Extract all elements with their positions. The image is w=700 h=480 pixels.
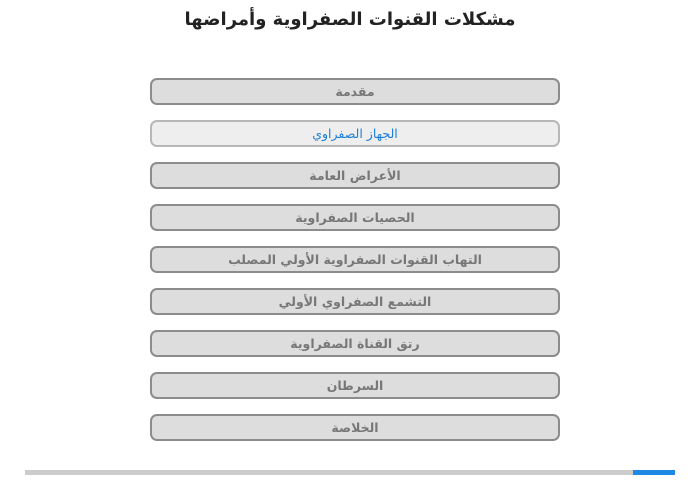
page-title: مشكلات القنوات الصفراوية وأمراضها [184,9,516,30]
menu-item-summary[interactable]: الخلاصة [150,414,560,441]
menu-item-introduction[interactable]: مقدمة [150,78,560,105]
menu-item-biliary-system[interactable]: الجهاز الصفراوي [150,120,560,147]
menu-item-biliary-atresia[interactable]: رتق القناة الصفراوية [150,330,560,357]
chapter-menu [150,78,560,456]
menu-item-primary-biliary-cirrhosis[interactable]: التشمع الصفراوي الأولي [150,288,560,315]
menu-item-general-symptoms[interactable]: الأعراض العامة [150,162,560,189]
menu-item-primary-sclerosing-cholangitis[interactable]: التهاب القنوات الصفراوية الأولي المصلب [150,246,560,273]
progress-bar-fill [633,470,675,475]
menu-item-cancer[interactable]: السرطان [150,372,560,399]
progress-bar [25,470,675,475]
menu-item-gallstones[interactable]: الحصيات الصفراوية [150,204,560,231]
